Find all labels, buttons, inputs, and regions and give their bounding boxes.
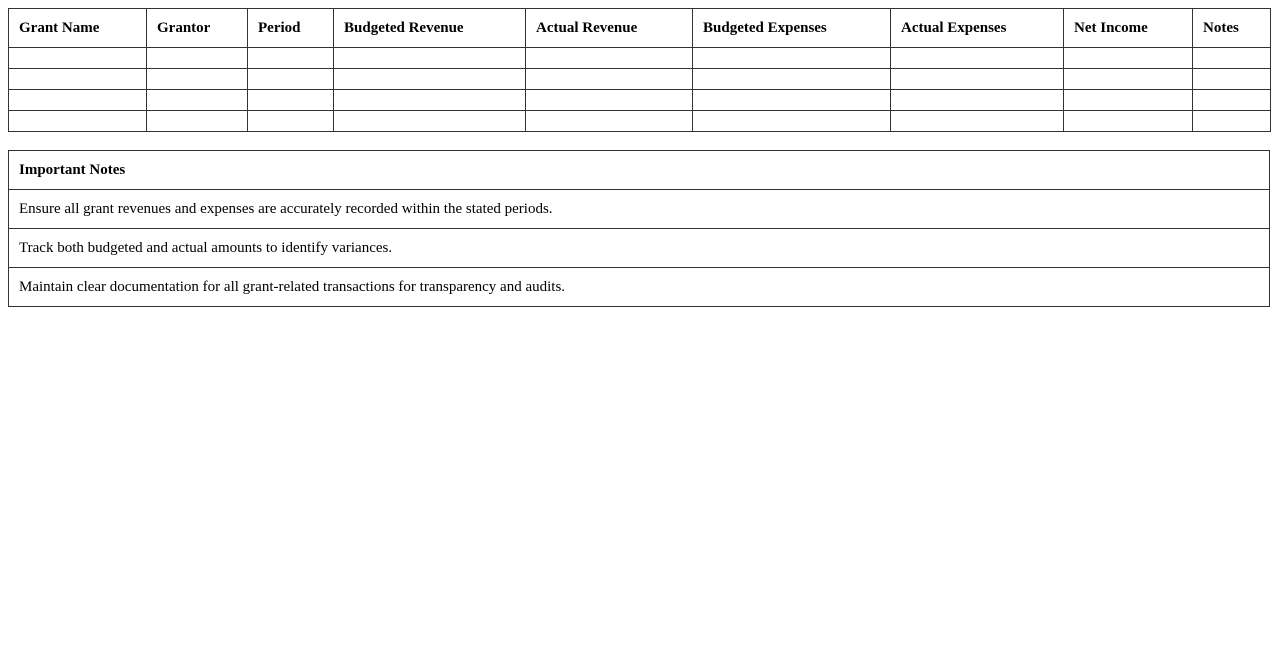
- column-header-grant-name: Grant Name: [9, 9, 147, 48]
- table-row: [9, 69, 1271, 90]
- notes-header-row: [9, 151, 1270, 190]
- notes-row: [9, 190, 1270, 229]
- note-item: Ensure all grant revenues and expenses are accurately recorded within the stated periods.: [9, 190, 1270, 229]
- table-cell: [248, 111, 334, 132]
- page-content: [8, 8, 1270, 307]
- table-cell: [526, 48, 693, 69]
- table-cell: [693, 90, 891, 111]
- table-cell: [1064, 69, 1193, 90]
- table-cell: [526, 69, 693, 90]
- table-cell: [891, 69, 1064, 90]
- table-row: [9, 90, 1271, 111]
- table-cell: [526, 111, 693, 132]
- table-cell: [891, 48, 1064, 69]
- column-header-net-income: Net Income: [1064, 9, 1193, 48]
- table-cell: [248, 90, 334, 111]
- table-header-row: [9, 9, 1271, 48]
- table-cell: [1193, 69, 1271, 90]
- table-cell: [9, 48, 147, 69]
- important-notes-table: [8, 150, 1270, 307]
- table-cell: [147, 69, 248, 90]
- table-row: [9, 111, 1271, 132]
- table-cell: [1193, 90, 1271, 111]
- notes-title: Important Notes: [9, 151, 1270, 190]
- column-header-actual-expenses: Actual Expenses: [891, 9, 1064, 48]
- column-header-budgeted-expenses: Budgeted Expenses: [693, 9, 891, 48]
- table-cell: [248, 69, 334, 90]
- notes-row: [9, 229, 1270, 268]
- column-header-actual-revenue: Actual Revenue: [526, 9, 693, 48]
- table-cell: [334, 90, 526, 111]
- note-item: Track both budgeted and actual amounts to identify variances.: [9, 229, 1270, 268]
- table-cell: [334, 69, 526, 90]
- table-cell: [1064, 90, 1193, 111]
- table-cell: [248, 48, 334, 69]
- table-cell: [147, 90, 248, 111]
- table-cell: [147, 48, 248, 69]
- table-cell: [1064, 48, 1193, 69]
- table-row: [9, 48, 1271, 69]
- table-cell: [526, 90, 693, 111]
- table-cell: [9, 90, 147, 111]
- column-header-grantor: Grantor: [147, 9, 248, 48]
- table-cell: [891, 111, 1064, 132]
- column-header-notes: Notes: [1193, 9, 1271, 48]
- column-header-period: Period: [248, 9, 334, 48]
- table-cell: [693, 69, 891, 90]
- table-cell: [334, 48, 526, 69]
- note-item: Maintain clear documentation for all grant-related transactions for transparency and audits.: [9, 268, 1270, 307]
- table-cell: [334, 111, 526, 132]
- notes-row: [9, 268, 1270, 307]
- table-cell: [693, 111, 891, 132]
- table-cell: [1193, 48, 1271, 69]
- table-cell: [9, 111, 147, 132]
- grant-tracking-table: [8, 8, 1271, 132]
- table-cell: [891, 90, 1064, 111]
- table-cell: [693, 48, 891, 69]
- table-cell: [9, 69, 147, 90]
- table-cell: [1064, 111, 1193, 132]
- table-cell: [147, 111, 248, 132]
- table-cell: [1193, 111, 1271, 132]
- column-header-budgeted-revenue: Budgeted Revenue: [334, 9, 526, 48]
